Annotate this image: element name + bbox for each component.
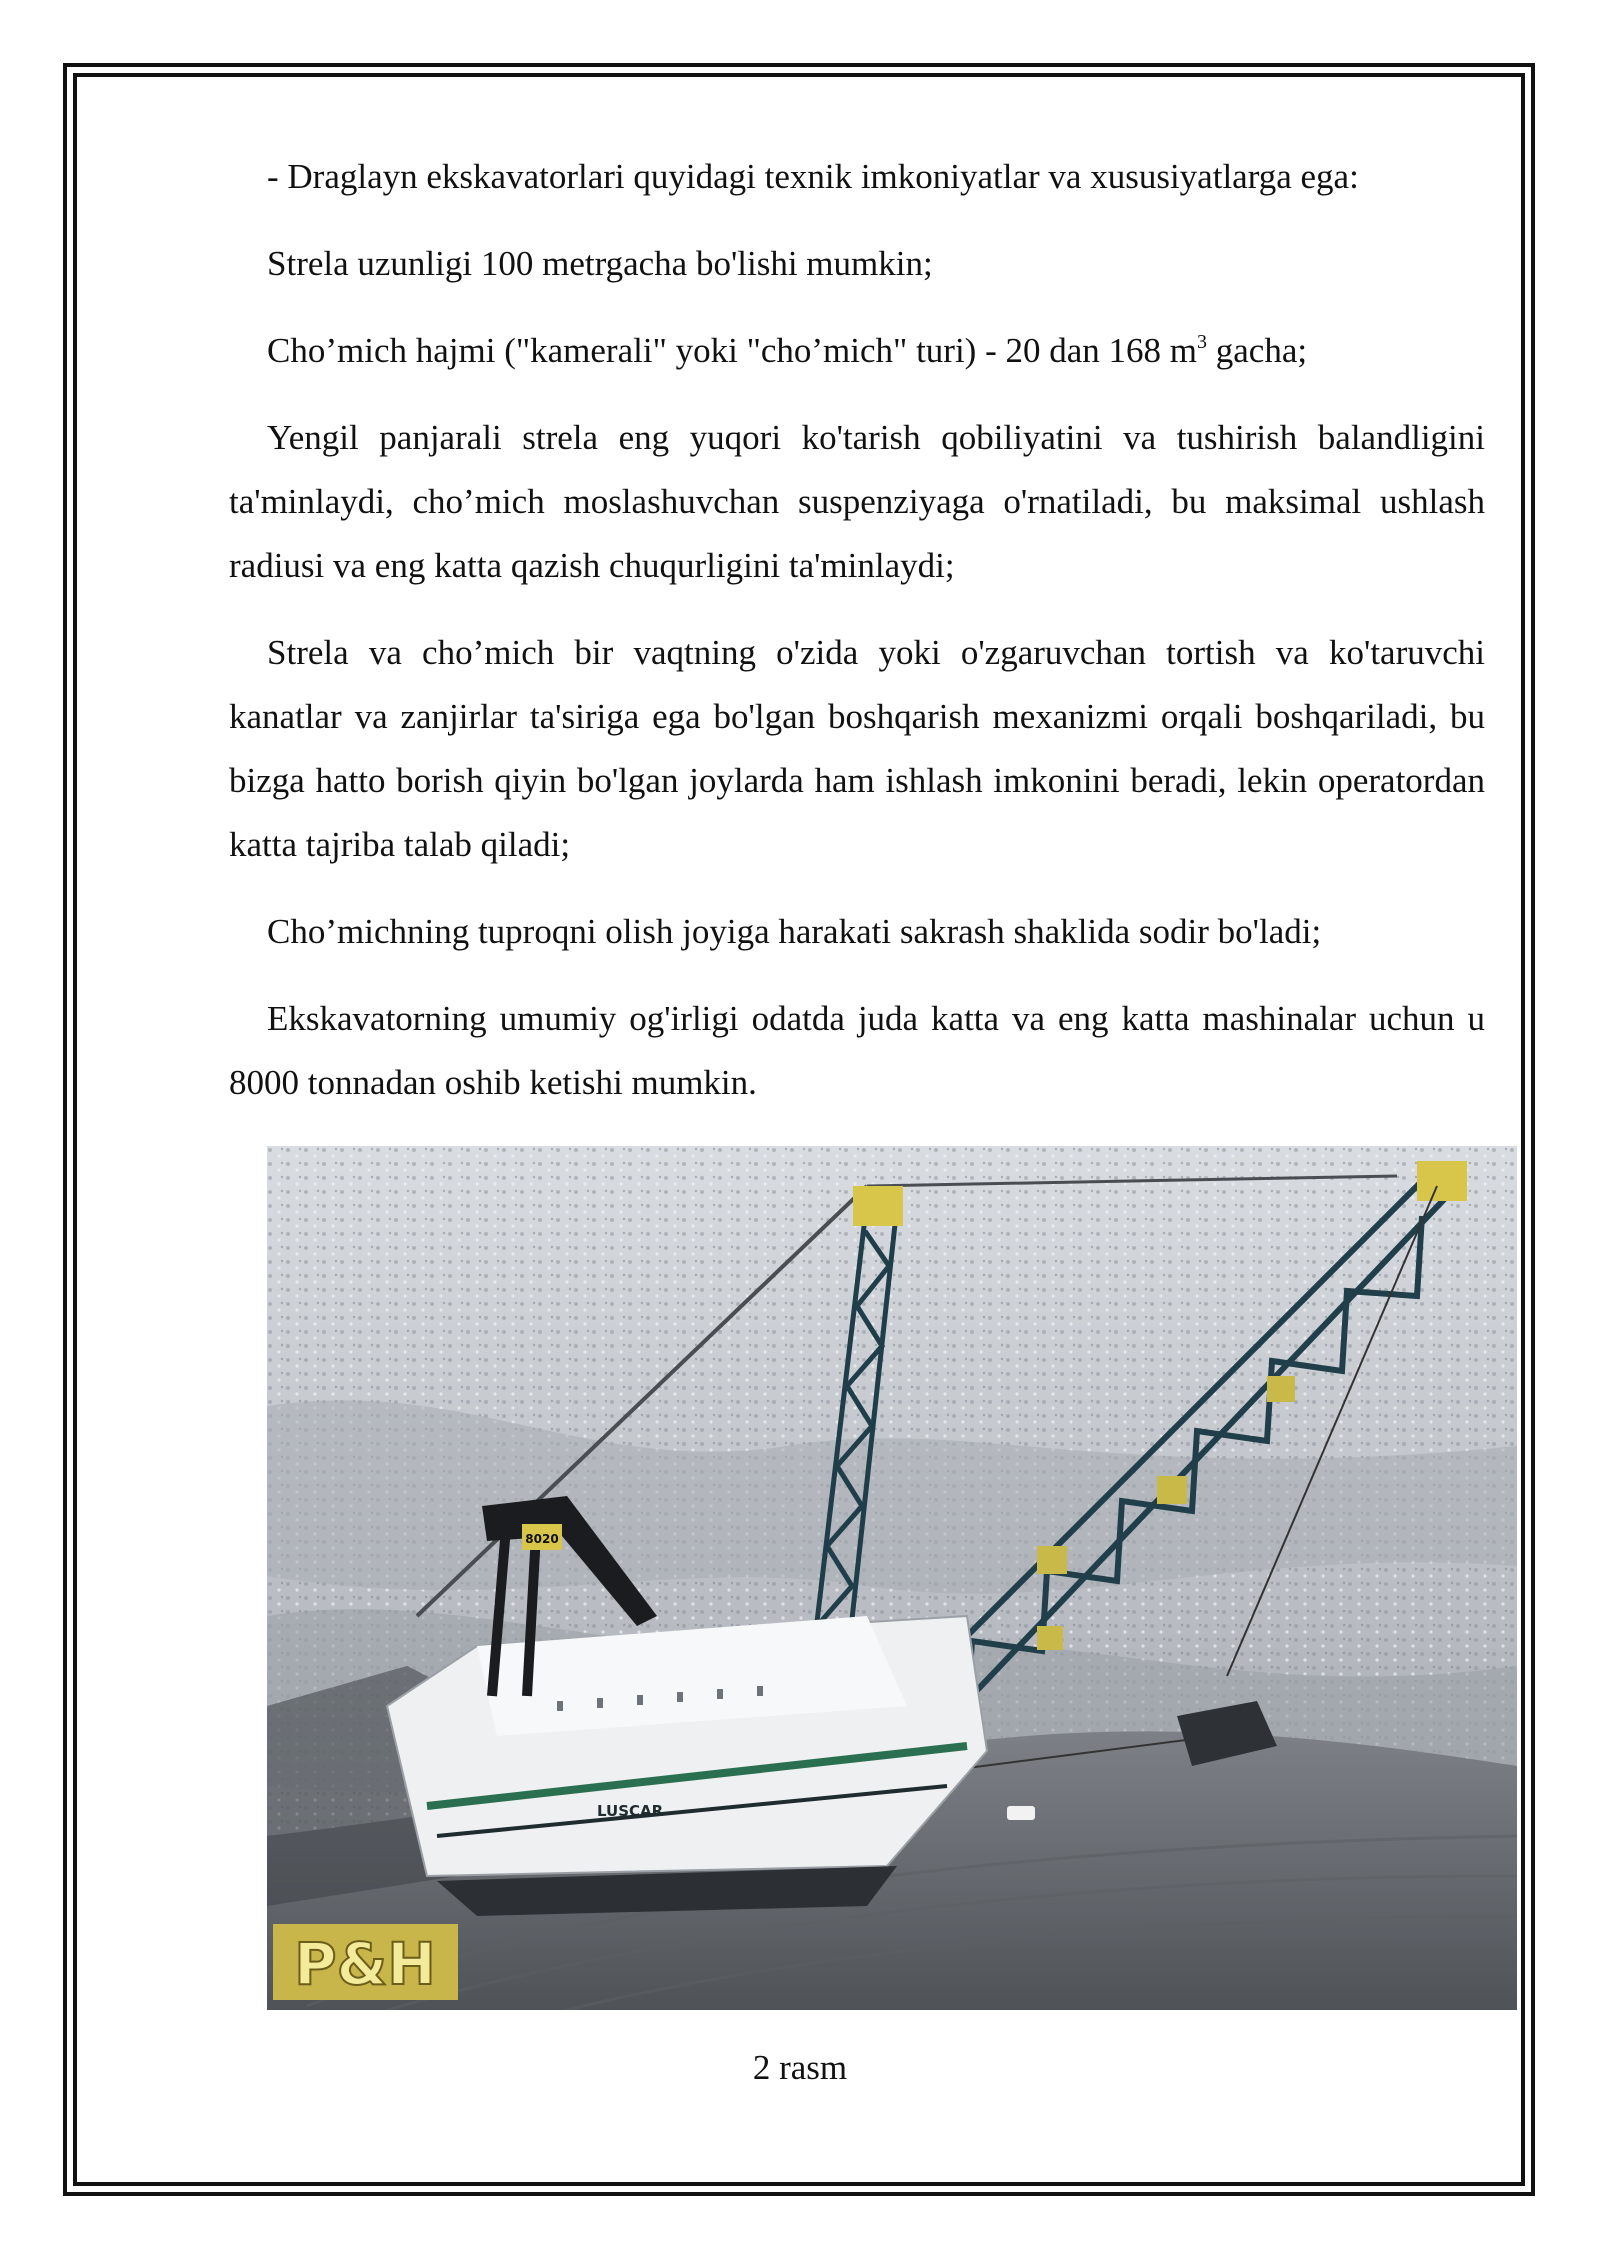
paragraph-boom-length: Strela uzunligi 100 metrgacha bo'lishi mumkin; bbox=[267, 244, 933, 283]
svg-text:8020: 8020 bbox=[525, 1532, 559, 1546]
paragraph-bucket-motion: Cho’michning tuproqni olish joyiga harakati sakrash shaklida sodir bo'ladi; bbox=[267, 912, 1322, 951]
paragraph-bucket-volume bbox=[229, 319, 1485, 383]
body-brand-text: LUSCAR bbox=[597, 1802, 664, 1820]
document-body bbox=[229, 145, 1485, 1138]
paragraph-intro: - Draglayn ekskavatorlari quyidagi texnik imkoniyatlar va xususiyatlarga ega: bbox=[267, 157, 1359, 196]
ph-logo: P&H bbox=[294, 1930, 436, 1998]
superscript-3: 3 bbox=[1197, 331, 1207, 353]
paragraph-lattice-boom: Yengil panjarali strela eng yuqori ko'tarish qobiliyatini va tushirish balandligini ta'minlaydi, cho’mich moslashuvchan suspenziyaga o'rnatiladi, bu maksimal ushlash radiusi va eng katta qazish chuqurligini ta'minlaydi; bbox=[229, 418, 1485, 585]
paragraph-control: Strela va cho’mich bir vaqtning o'zida yoki o'zgaruvchan tortish va ko'taruvchi kanatlar va zanjirlar ta'siriga ega bo'lgan boshqarish mexanizmi orqali boshqariladi, bu bizga hatto borish qiyin bo'lgan joylarda ham ishlash imkonini beradi, lekin operatordan katta tajriba talab qiladi; bbox=[229, 633, 1485, 864]
figure-caption: 2 rasm bbox=[752, 2048, 848, 2087]
paragraph-weight: Ekskavatorning umumiy og'irligi odatda juda katta va eng katta mashinalar uchun u 8000 tonnadan oshib ketishi mumkin. bbox=[229, 999, 1485, 1102]
bucket-text-after: gacha; bbox=[1207, 331, 1308, 370]
bucket-text-before: Cho’mich hajmi ("kamerali" yoki "cho’mich" turi) - 20 dan 168 m bbox=[267, 331, 1197, 370]
dragline-excavator-photo bbox=[267, 1146, 1517, 2010]
